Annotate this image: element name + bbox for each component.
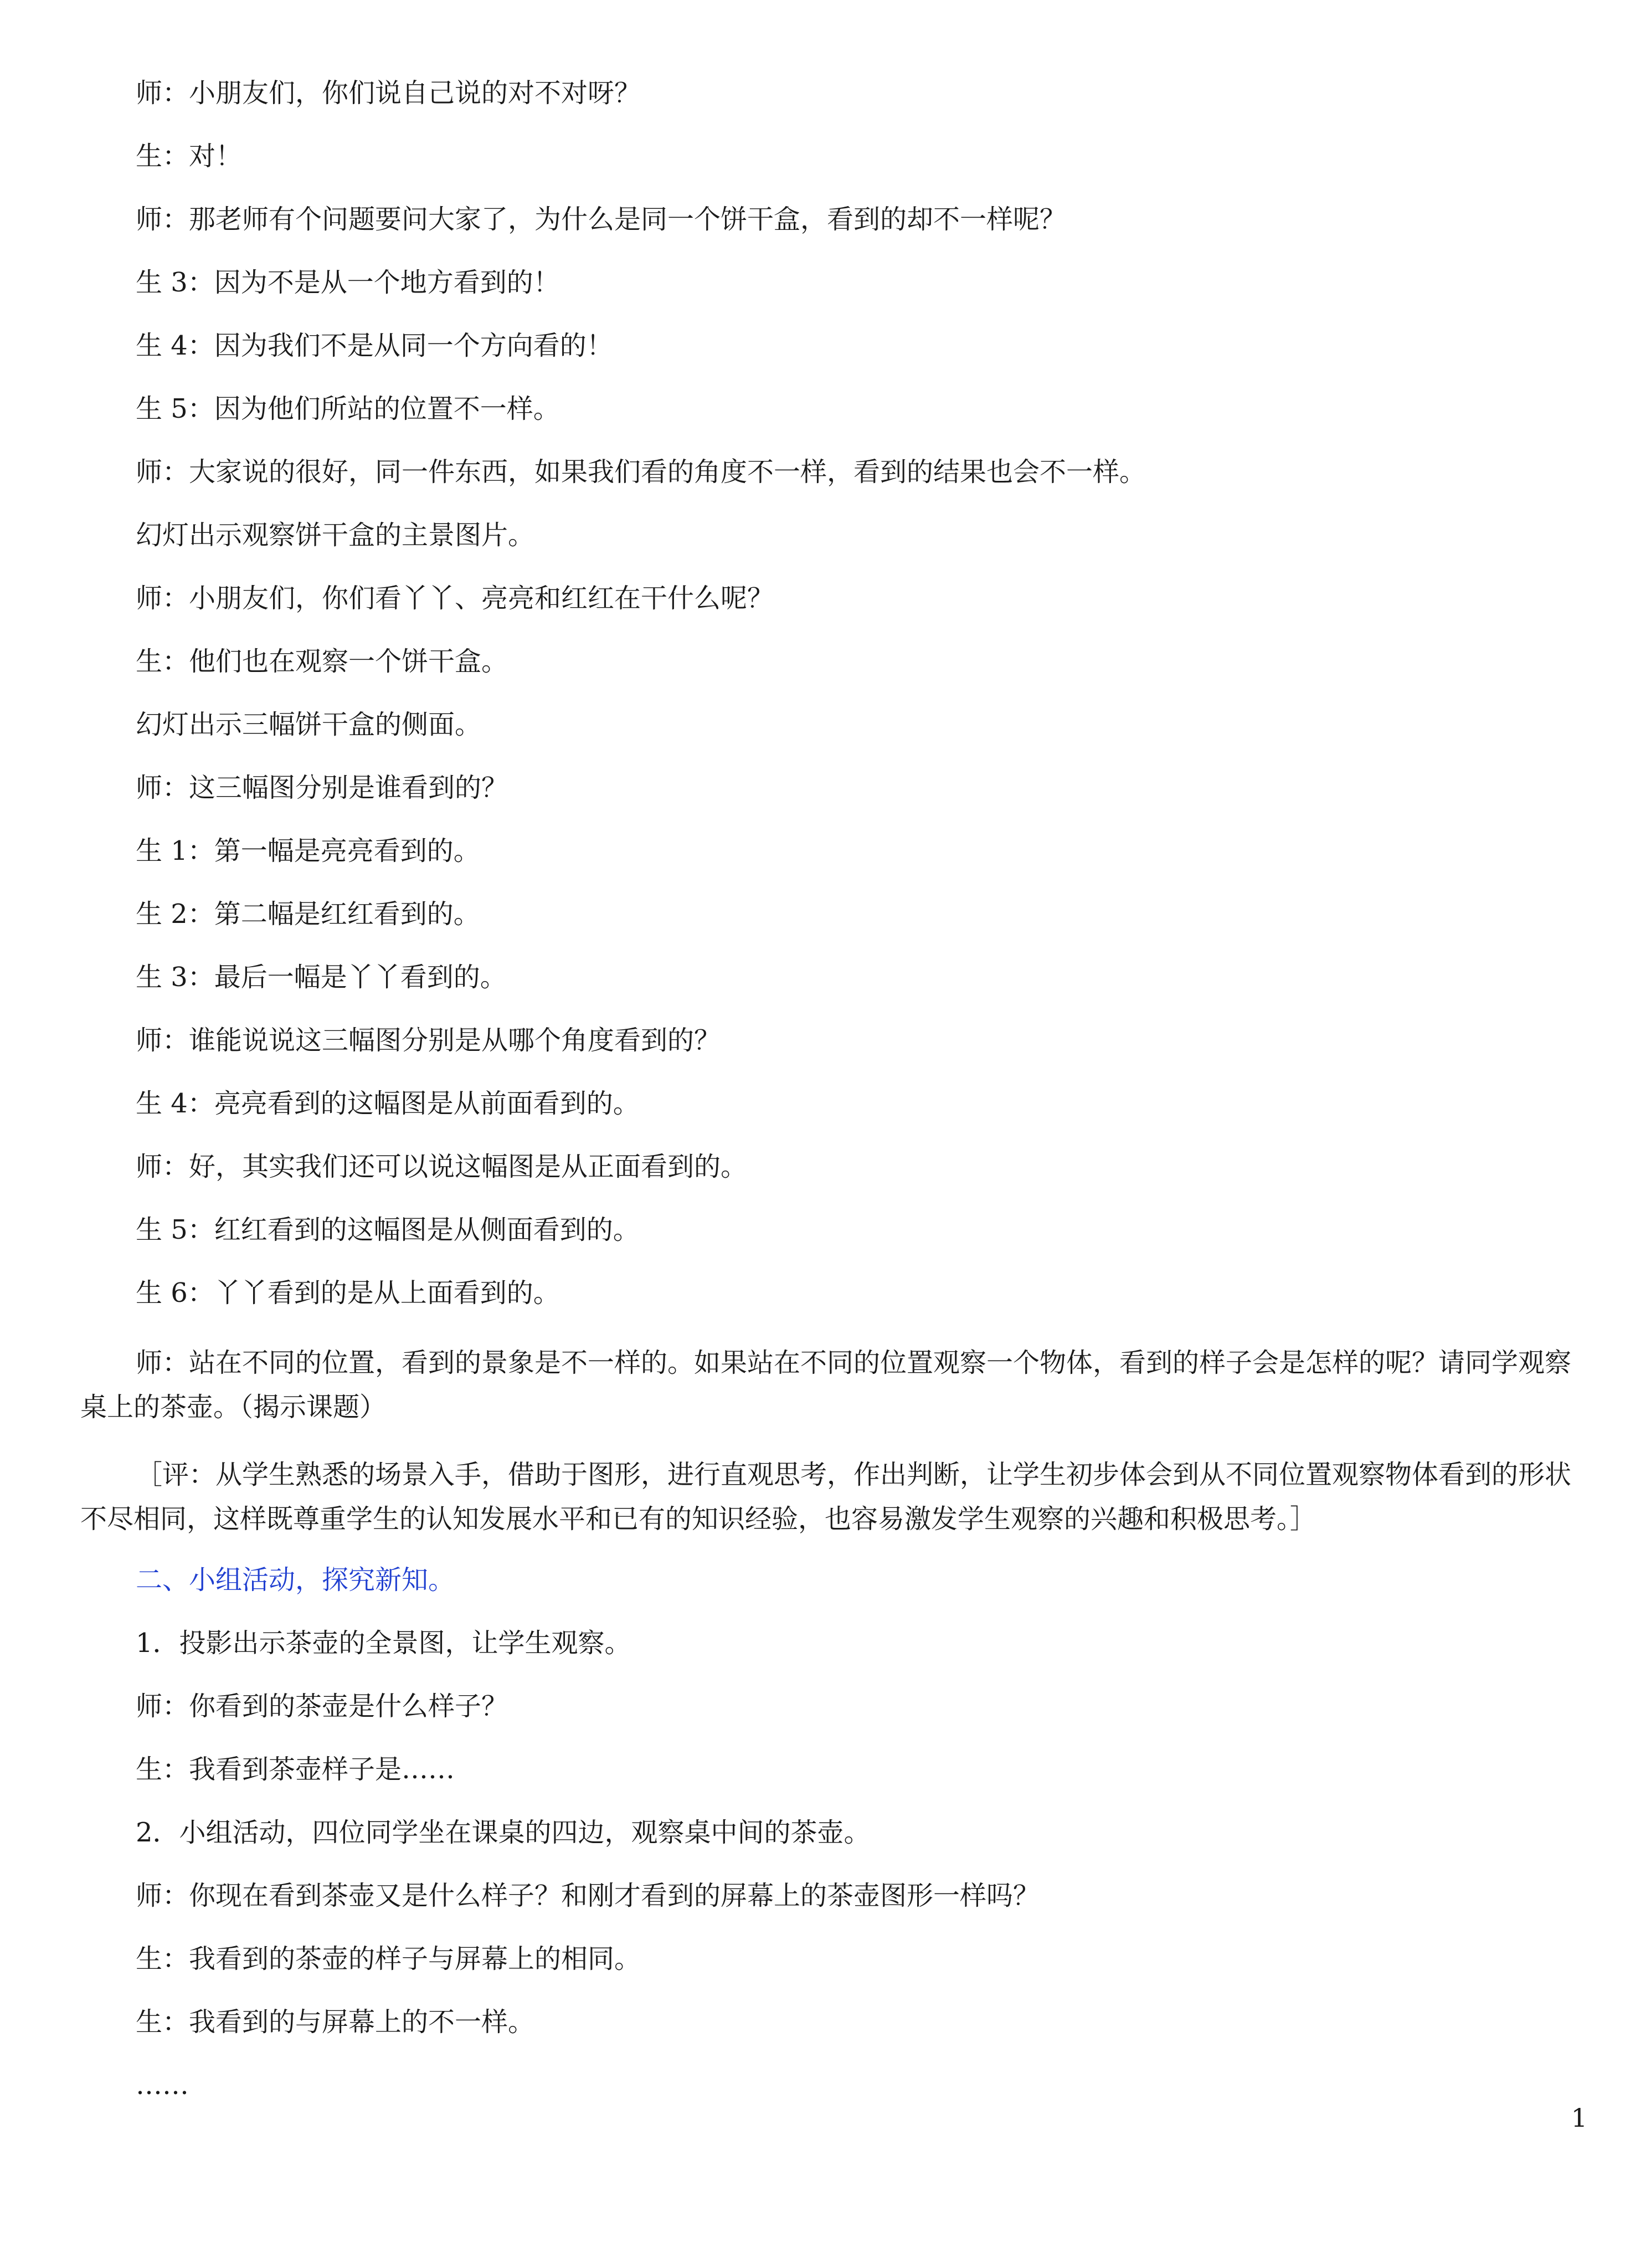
paragraph: 师：小朋友们，你们看丫丫、亮亮和红红在干什么呢？	[136, 583, 774, 614]
page-number: 1	[1571, 2103, 1587, 2133]
paragraph: 师：站在不同的位置，看到的景象是不一样的。如果站在不同的位置观察一个物体，看到的样子会是怎样的呢？请同学观察桌上的茶壶。（揭示课题）	[80, 1347, 1572, 1423]
paragraph: 师：你看到的茶壶是什么样子？	[136, 1691, 508, 1722]
section-heading: 二、小组活动，探究新知。	[136, 1564, 455, 1595]
paragraph: ……	[136, 2070, 189, 2101]
paragraph: 生 3：最后一幅是丫丫看到的。	[136, 962, 507, 993]
paragraph: 2．小组活动，四位同学坐在课桌的四边，观察桌中间的茶壶。	[136, 1817, 871, 1848]
paragraph: 师：大家说的很好，同一件东西，如果我们看的角度不一样，看到的结果也会不一样。	[136, 456, 1146, 488]
paragraph: 生 2：第二幅是红红看到的。	[136, 899, 480, 930]
paragraph: 生 1：第一幅是亮亮看到的。	[136, 835, 480, 866]
paragraph: 幻灯出示三幅饼干盒的侧面。	[136, 709, 482, 740]
paragraph: 师：谁能说说这三幅图分别是从哪个角度看到的？	[136, 1025, 721, 1056]
commentary-paragraph: ［评：从学生熟悉的场景入手，借助于图形，进行直观思考，作出判断，让学生初步体会到从不同位置观察物体看到的形状不尽相同，这样既尊重学生的认知发展水平和已有的知识经验，也容易激发学生观察的兴趣和积极思考。］	[80, 1459, 1572, 1535]
paragraph: 师：这三幅图分别是谁看到的？	[136, 772, 508, 803]
paragraph: 生：他们也在观察一个饼干盒。	[136, 646, 508, 677]
paragraph: 幻灯出示观察饼干盒的主景图片。	[136, 520, 535, 551]
paragraph: 生：我看到的茶壶的样子与屏幕上的相同。	[136, 1943, 641, 1974]
paragraph: 生 5：因为他们所站的位置不一样。	[136, 393, 560, 424]
paragraph: 生 5：红红看到的这幅图是从侧面看到的。	[136, 1214, 640, 1245]
paragraph: 生 6：丫丫看到的是从上面看到的。	[136, 1277, 560, 1309]
paragraph: 师：你现在看到茶壶又是什么样子？和刚才看到的屏幕上的茶壶图形一样吗？	[136, 1880, 1040, 1911]
paragraph: 生：我看到的与屏幕上的不一样。	[136, 2007, 535, 2038]
document-body	[80, 78, 1587, 2133]
paragraph: 生：我看到茶壶样子是……	[136, 1754, 455, 1785]
paragraph: 师：那老师有个问题要问大家了，为什么是同一个饼干盒，看到的却不一样呢？	[136, 204, 1067, 235]
paragraph: 生 4：亮亮看到的这幅图是从前面看到的。	[136, 1088, 640, 1119]
paragraph: 1．投影出示茶壶的全景图，让学生观察。	[136, 1628, 631, 1659]
paragraph: 师：小朋友们，你们说自己说的对不对呀？	[136, 78, 641, 109]
paragraph: 生 3：因为不是从一个地方看到的！	[136, 267, 560, 298]
paragraph: 生 4：因为我们不是从同一个方向看的！	[136, 330, 613, 361]
paragraph: 师：好，其实我们还可以说这幅图是从正面看到的。	[136, 1151, 748, 1182]
paragraph: 生：对！	[136, 141, 243, 172]
